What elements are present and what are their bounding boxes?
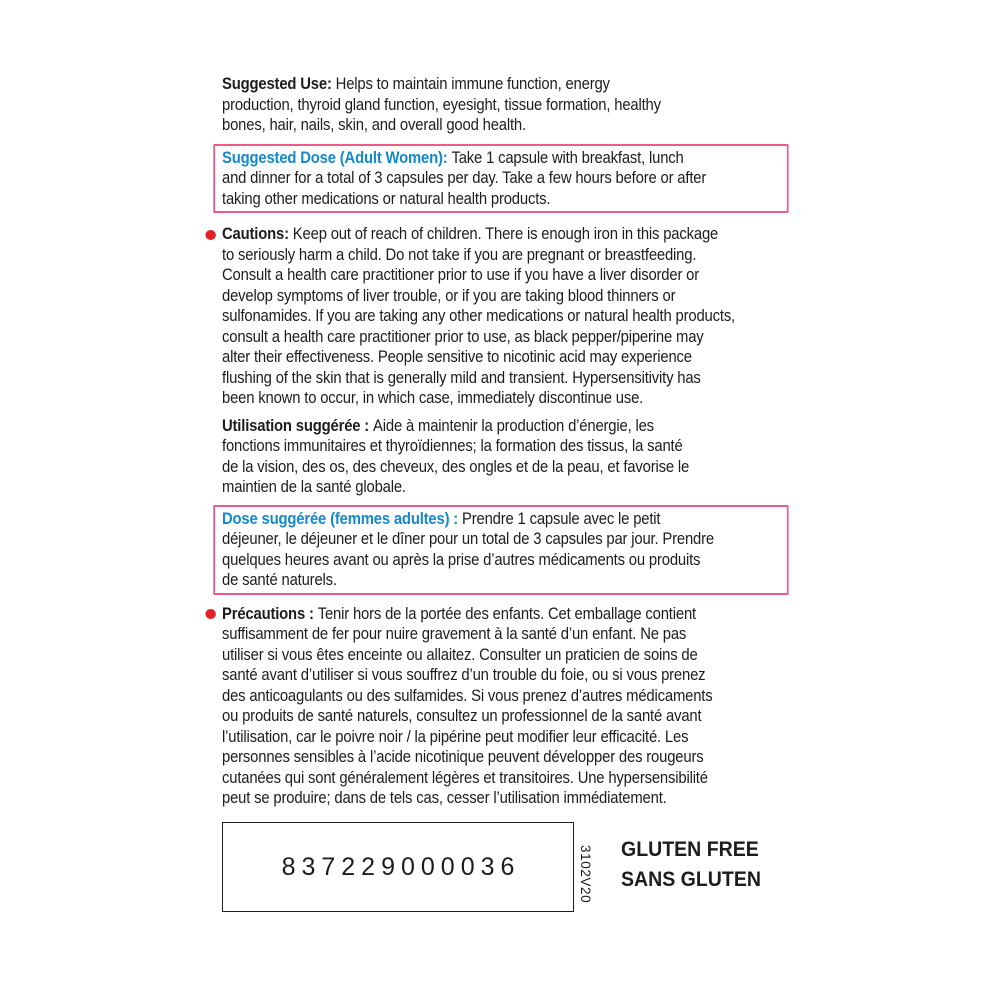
dose-suggeree-paragraph	[222, 509, 780, 591]
suggested-dose-box	[213, 144, 788, 214]
gluten-free-label	[621, 835, 761, 895]
dose-suggeree-text: Prendre 1 capsule avec le petit déjeuner, le déjeuner et le dîner pour un total de 3 capsules par jour. Prendre quelques heures avant ou après la prise d’autres médicaments ou produits de santé naturels.	[222, 508, 714, 589]
utilisation-suggeree-text: Aide à maintenir la production d’énergie, les fonctions immunitaires et thyroïdiennes; la formation des tissus, la santé de la vision, des os, des cheveux, des ongles et de la peau, et favorise le maintien de la santé globale.	[222, 415, 690, 496]
barcode-number: 837229000036	[281, 852, 521, 881]
barcode-box	[222, 822, 574, 912]
red-bullet-icon	[205, 230, 215, 240]
cautions-heading: Cautions:	[222, 224, 293, 243]
label-text-column	[222, 74, 798, 809]
suggested-use-text: Helps to maintain immune function, energy production, thyroid gland function, eyesight, tissue formation, healthy bones, hair, nails, skin, and overall good health.	[222, 74, 661, 134]
suggested-dose-heading: Suggested Dose (Adult Women):	[222, 147, 452, 167]
precautions-heading: Précautions :	[222, 603, 318, 623]
dose-suggeree-heading: Dose suggérée (femmes adultes) :	[222, 508, 463, 528]
precautions-text: Tenir hors de la portée des enfants. Cet emballage contient suffisamment de fer pour nuire gravement à la santé d’un enfant. Ne pas utiliser si vous êtes enceinte ou allaitez. Consulter un praticien de soins de santé avant d’utiliser si vous souffrez d’un trouble du foie, ou si vous prenez des anticoagulants ou des sulfamides. Si vous prenez d’autres médicaments ou produits de santé naturels, consultez un professionnel de la santé avant l’utilisation, car le poivre noir / la pipérine peut modifier leur efficacité. Les personnes sensibles à l’acide nicotinique peuvent développer des rougeurs cutanées qui sont généralement légères et transitoires. Une hypersensibilité peut se produire; dans de tels cas, cesser l’utilisation immédiatement.	[222, 603, 713, 807]
gluten-free-line-fr: SANS GLUTEN	[621, 868, 761, 891]
cautions-paragraph	[222, 224, 798, 409]
precautions-paragraph	[222, 604, 798, 809]
gluten-free-line-en: GLUTEN FREE	[621, 838, 759, 861]
lot-code: 3102V20	[578, 845, 593, 904]
suggested-use-heading: Suggested Use:	[222, 74, 336, 93]
dose-suggeree-box	[213, 505, 788, 595]
cautions-text: Keep out of reach of children. There is enough iron in this package to seriously harm a child. Do not take if you are pregnant or breastfeeding. Consult a health care practitioner prior to use if you have a liver disorder or develop symptoms of liver trouble, or if you are taking blood thinners or sulfonamides. If you are taking any other medications or natural health products, consult a health care practitioner prior to use, as black pepper/piperine may alter their effectiveness. People sensitive to nicotinic acid may experience flushing of the skin that is generally mild and transient. Hypersensitivity has been known to occur, in which case, immediately discontinue use.	[222, 224, 736, 407]
red-bullet-icon	[205, 609, 215, 619]
suggested-use-paragraph	[222, 74, 798, 136]
suggested-dose-text: Take 1 capsule with breakfast, lunch and dinner for a total of 3 capsules per day. Take a few hours before or after taking other medications or natural health products.	[222, 147, 707, 208]
suggested-dose-paragraph	[222, 148, 780, 210]
utilisation-suggeree-paragraph	[222, 416, 798, 498]
utilisation-suggeree-heading: Utilisation suggérée :	[222, 415, 374, 435]
